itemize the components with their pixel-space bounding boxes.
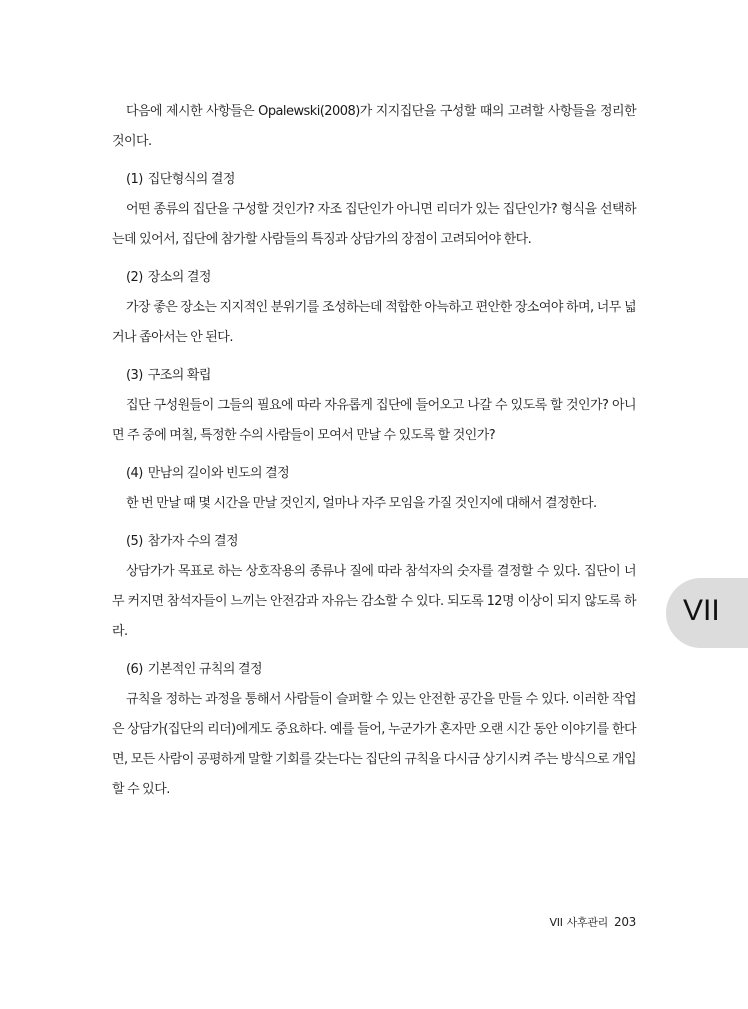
section-number: (6)	[126, 662, 143, 677]
section-title: 기본적인 규칙의 결정	[147, 662, 263, 677]
section-number: (5)	[126, 534, 143, 549]
section-body: 집단 구성원들이 그들의 필요에 따라 자유롭게 집단에 들어오고 나갈 수 있도록 할 것인가? 아니면 주 중에 며칠, 특정한 수의 사람들이 모여서 만날 수 있도록 할 것인가?	[112, 398, 636, 443]
section-4	[112, 459, 636, 519]
section-2	[112, 263, 636, 353]
section-title: 만남의 길이와 빈도의 결정	[147, 466, 290, 481]
intro-paragraph: 다음에 제시한 사항들은 Opalewski(2008)가 지지집단을 구성할 때의 고려할 사항들을 정리한 것이다.	[112, 104, 636, 149]
section-heading	[112, 263, 636, 293]
section-heading	[112, 459, 636, 489]
section-title: 집단형식의 결정	[147, 172, 235, 187]
chapter-tab-label: VII	[683, 594, 720, 627]
section-5	[112, 527, 636, 647]
section-title: 구조의 확립	[147, 368, 211, 383]
footer-chapter: VII	[549, 916, 563, 929]
section-heading	[112, 361, 636, 391]
section-heading	[112, 655, 636, 685]
page-number: 203	[613, 915, 636, 929]
section-3	[112, 361, 636, 451]
section-number: (3)	[126, 368, 143, 383]
section-number: (1)	[126, 172, 143, 187]
section-body: 가장 좋은 장소는 지지적인 분위기를 조성하는데 적합한 아늑하고 편안한 장소여야 하며, 너무 넓거나 좁아서는 안 된다.	[112, 300, 636, 345]
section-body: 한 번 만날 때 몇 시간을 만날 것인지, 얼마나 자주 모임을 가질 것인지에 대해서 결정한다.	[126, 496, 597, 511]
section-title: 장소의 결정	[147, 270, 211, 285]
section-heading	[112, 165, 636, 195]
section-title: 참가자 수의 결정	[147, 534, 238, 549]
section-body: 어떤 종류의 집단을 구성할 것인가? 자조 집단인가 아니면 리더가 있는 집단인가? 형식을 선택하는데 있어서, 집단에 참가할 사람들의 특징과 상담가의 장점이 고려되어야 한다.	[112, 202, 636, 247]
page-footer	[550, 914, 636, 930]
section-number: (2)	[126, 270, 143, 285]
section-1	[112, 165, 636, 255]
page-body	[112, 97, 636, 813]
section-body: 규칙을 정하는 과정을 통해서 사람들이 슬퍼할 수 있는 안전한 공간을 만들 수 있다. 이러한 작업은 상담가(집단의 리더)에게도 중요하다. 예를 들어, 누군가가 혼자만 오랜 시간 동안 이야기를 한다면, 모든 사람이 공평하게 말할 기회를 갖는다는 집단의 규칙을 다시금 상기시켜 주는 방식으로 개입할 수 있다.	[112, 692, 636, 797]
section-number: (4)	[126, 466, 143, 481]
section-heading	[112, 527, 636, 557]
section-6	[112, 655, 636, 805]
section-body: 상담가가 목표로 하는 상호작용의 종류나 질에 따라 참석자의 숫자를 결정할 수 있다. 집단이 너무 커지면 참석자들이 느끼는 안전감과 자유는 감소할 수 있다. 되도록 12명 이상이 되지 않도록 하라.	[112, 564, 636, 639]
footer-title: 사후관리	[566, 916, 608, 929]
